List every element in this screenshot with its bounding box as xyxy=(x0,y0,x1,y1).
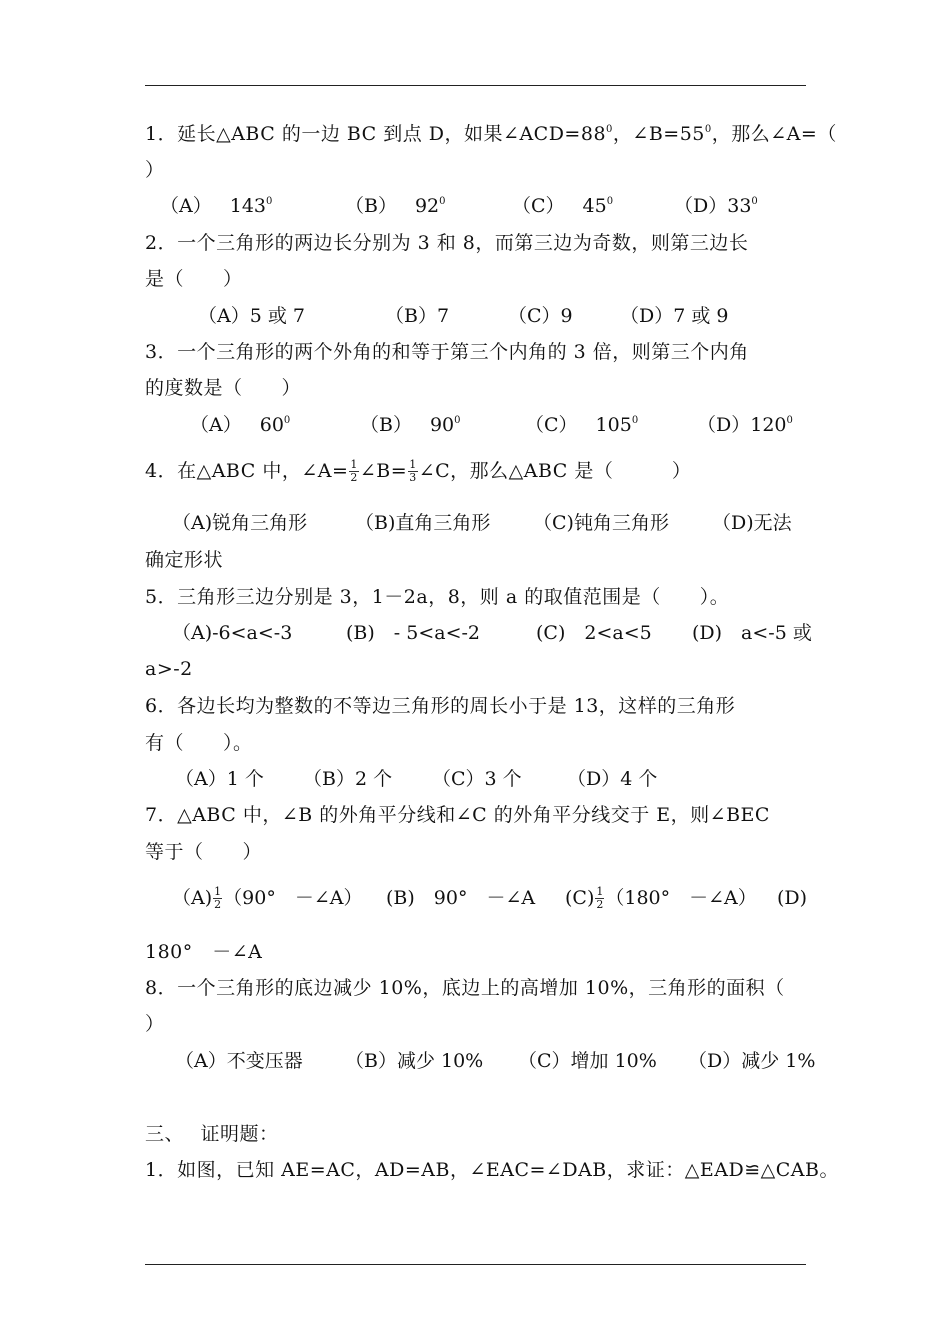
q4-fraction-half: $\frac{1}{2}$ xyxy=(350,457,358,484)
q1-option-c: （C） $45^0$ xyxy=(512,195,614,217)
section-heading: 三、 证明题： xyxy=(145,1123,279,1145)
q5-option-c: (C) 2<a<5 xyxy=(536,622,652,644)
q8-option-b: （B）减少 10% xyxy=(345,1050,484,1072)
q5-option-b: (B) - 5<a<-2 xyxy=(346,622,481,644)
q7-option-a-fraction: $\frac{1}{2}$ xyxy=(214,884,222,911)
q8-stem: 8．一个三角形的底边减少 10%，底边上的高增加 10%，三角形的面积（ xyxy=(145,977,785,999)
q1-degree-1: 0 xyxy=(606,124,613,135)
footer-rule xyxy=(145,1264,806,1265)
q8-option-a: （A）不变压器 xyxy=(175,1050,303,1072)
q3-option-a: （A） $60^0$ xyxy=(190,414,291,436)
q1-text-c: ，那么∠A=（ xyxy=(711,123,837,145)
q8-stem-cont: ） xyxy=(145,1013,165,1035)
proof-question-1: 1．如图，已知 AE=AC，AD=AB，∠EAC=∠DAB，求证：△EAD≌△CAB。 xyxy=(145,1159,839,1181)
q4-option-d-cont: 确定形状 xyxy=(145,549,224,571)
q6-option-a: （A）1 个 xyxy=(175,768,264,790)
q2-option-c: （C）9 xyxy=(508,305,573,327)
q1-degree-2: 0 xyxy=(704,124,712,135)
q4-stem: 4．在△ABC 中，∠A= $\frac{1}{2}$ ∠B= $\frac{1}{3}$ ∠C，那么△ABC 是（ ） xyxy=(145,457,692,484)
q1-option-b: （B） $92^0$ xyxy=(345,195,446,217)
q5-stem: 5．三角形三边分别是 3，1－2a，8，则 a 的取值范围是（ ）。 xyxy=(145,586,730,608)
q4-fraction-third: $\frac{1}{3}$ xyxy=(409,457,417,484)
q7-option-c-fraction: $\frac{1}{2}$ xyxy=(596,884,604,911)
q7-stem-cont: 等于（ ） xyxy=(145,841,263,863)
q6-stem-cont: 有（ ）。 xyxy=(145,732,253,754)
q1-stem xyxy=(145,122,837,146)
q3-option-c: （C） $105^0$ xyxy=(525,414,639,436)
q5-option-d-cont: a>-2 xyxy=(145,658,193,680)
q4-option-a: （A)锐角三角形 xyxy=(172,512,308,534)
q1-text-b: ，∠B=55 xyxy=(612,123,705,145)
q7-option-d: (D) xyxy=(777,887,808,909)
q7-stem: 7．△ABC 中，∠B 的外角平分线和∠C 的外角平分线交于 E，则∠BEC xyxy=(145,804,770,826)
q1-option-d: $(D)33^0$ xyxy=(674,195,758,217)
q5-option-a: （A)-6<a<-3 xyxy=(172,622,293,644)
q6-option-d: （D）4 个 xyxy=(567,768,658,790)
q8-option-d: （D）减少 1% xyxy=(688,1050,816,1072)
q8-option-c: （C）增加 10% xyxy=(518,1050,657,1072)
q1-stem-cont: ） xyxy=(145,159,165,181)
q3-stem: 3．一个三角形的两个外角的和等于第三个内角的 3 倍，则第三个内角 xyxy=(145,341,749,363)
q3-stem-cont: 的度数是（ ） xyxy=(145,377,302,399)
q7-option-d-cont: 180° －∠A xyxy=(145,941,263,963)
q1-text-a: 1．延长△ABC 的一边 BC 到点 D，如果∠ACD=88 xyxy=(145,123,607,145)
q3-option-b: （B） $90^0$ xyxy=(360,414,461,436)
q7-option-c: (C) $\frac{1}{2}$ （180° －∠A） xyxy=(565,884,757,911)
header-rule xyxy=(145,85,806,86)
q4-option-b: （B)直角三角形 xyxy=(355,512,491,534)
q6-option-c: （C）3 个 xyxy=(432,768,522,790)
q2-stem: 2．一个三角形的两边长分别为 3 和 8，而第三边为奇数，则第三边长 xyxy=(145,232,749,254)
q6-stem: 6．各边长均为整数的不等边三角形的周长小于是 13，这样的三角形 xyxy=(145,695,736,717)
q6-option-b: （B）2 个 xyxy=(303,768,393,790)
q7-option-b: (B) 90° －∠A xyxy=(386,887,536,909)
q2-stem-cont: 是（ ） xyxy=(145,268,243,290)
q7-option-a: （A) $\frac{1}{2}$ （90° －∠A） xyxy=(172,884,363,911)
q2-option-a: （A）5 或 7 xyxy=(198,305,305,327)
q3-option-d: $(D)120^0$ xyxy=(697,414,793,436)
q5-option-d: (D) a<-5 或 xyxy=(692,622,812,644)
q4-option-d: （D)无法 xyxy=(712,512,792,534)
q4-option-c: （C)钝角三角形 xyxy=(533,512,669,534)
q2-option-d: （D）7 或 9 xyxy=(620,305,729,327)
q2-option-b: （B）7 xyxy=(385,305,450,327)
q1-option-a: （A） $143^0$ xyxy=(160,195,273,217)
